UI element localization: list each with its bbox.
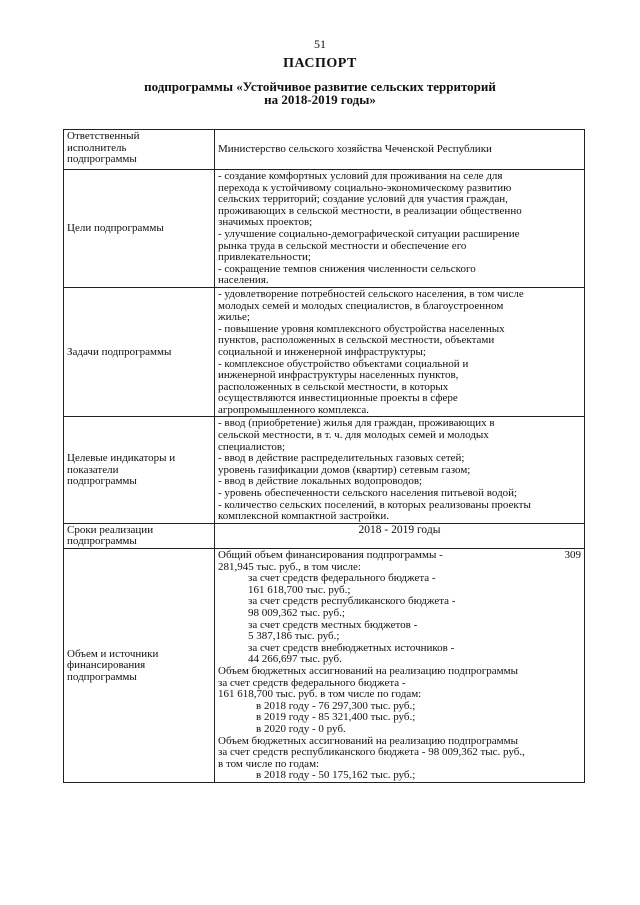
tasks-value	[215, 287, 585, 417]
text-line: агропромышленного комплекса.	[218, 403, 370, 416]
text-line: - комплексное обустройство объектами социальной и	[218, 357, 469, 370]
indicators-label	[64, 417, 215, 523]
label-line: показатели	[67, 463, 119, 476]
subtitle-line: на 2018-2019 годы»	[264, 92, 376, 107]
text-line: - ввод в действие локальных водопроводов;	[218, 475, 423, 488]
terms-value: 2018 - 2019 годы	[215, 523, 585, 548]
text-line: - уровень обеспеченности сельского населения питьевой водой;	[218, 487, 518, 500]
text-line: специалистов;	[218, 440, 286, 453]
financing-line: в том числе по годам:	[218, 757, 320, 770]
document-title: ПАСПОРТ	[283, 56, 357, 71]
label-line: Объем и источники	[67, 647, 159, 660]
executor-label	[64, 130, 215, 170]
financing-line: за счет средств республиканского бюджета - 98 009,362 тыс. руб.,	[218, 746, 525, 759]
text-line: значимых проектов;	[218, 216, 313, 229]
text-line: рынка труда в сельской местности и обеспечение его	[218, 239, 467, 252]
text-line: привлекательности;	[218, 251, 311, 264]
executor-value: Министерство сельского хозяйства Чеченской Республики	[215, 130, 585, 170]
financing-line: 5 387,186 тыс. руб.;	[248, 630, 340, 643]
text-line: перехода к устойчивому социально-экономическому развитию	[218, 181, 512, 194]
financing-line: в 2020 году - 0 руб.	[256, 722, 346, 735]
subtitle-line: подпрограммы «Устойчивое развитие сельских территорий	[144, 79, 496, 94]
text-line: населения.	[218, 274, 269, 287]
text-line: комплексной компактной застройки.	[218, 510, 390, 523]
financing-line: Объем бюджетных ассигнований на реализацию подпрограммы	[218, 664, 518, 677]
text-line: пунктов, расположенных в сельской местности, объектами	[218, 334, 495, 347]
label-line: подпрограммы	[67, 475, 137, 488]
financing-line: за счет средств республиканского бюджета -	[248, 595, 456, 608]
label-line: Задачи подпрограммы	[67, 345, 172, 358]
financing-total-text: Общий объем финансирования подпрограммы -	[218, 549, 443, 561]
financing-line: 44 266,697 тыс. руб.	[248, 653, 342, 666]
text-line: молодых семей и молодых специалистов, в благоустроенном	[218, 299, 504, 312]
financing-line: за счет средств федерального бюджета -	[218, 676, 406, 689]
page-number: 51	[314, 37, 326, 51]
financing-line: Объем бюджетных ассигнований на реализацию подпрограммы	[218, 734, 518, 747]
row-terms	[64, 523, 585, 548]
label-line: Сроки реализации	[67, 523, 154, 536]
text-line: осуществляются инвестиционные проекты в сфере	[218, 392, 458, 405]
financing-line: в 2018 году - 50 175,162 тыс. руб.;	[256, 769, 416, 782]
label-line: подпрограммы	[67, 153, 137, 166]
financing-total-number: 309	[564, 549, 581, 561]
indicators-value	[215, 417, 585, 523]
tasks-label	[64, 287, 215, 417]
row-indicators	[64, 417, 585, 523]
text-line: расположенных в сельской местности, в которых	[218, 380, 449, 393]
text-line: проживающих в сельской местности, в реализации общественно	[218, 204, 522, 217]
financing-line: 281,945 тыс. руб., в том числе:	[218, 560, 361, 573]
goals-value	[215, 170, 585, 288]
terms-label	[64, 523, 215, 548]
financing-lines	[218, 562, 581, 782]
row-financing	[64, 549, 585, 783]
text-line: - удовлетворение потребностей сельского населения, в том числе	[218, 287, 524, 300]
label-line: Целевые индикаторы и	[67, 452, 176, 465]
financing-line: 161 618,700 тыс. руб. в том числе по годам:	[218, 688, 422, 701]
text-line: социальной и инженерной инфраструктуры;	[218, 345, 426, 358]
text-line: сельских территорий; создание условий для участия граждан,	[218, 193, 508, 206]
label-line: исполнитель	[67, 141, 127, 154]
financing-line: в 2018 году - 76 297,300 тыс. руб.;	[256, 699, 416, 712]
financing-line: 161 618,700 тыс. руб.;	[248, 583, 351, 596]
text-line: - улучшение социально-демографической ситуации расширение	[218, 227, 520, 240]
text-line: - ввод (приобретение) жилья для граждан, проживающих в	[218, 417, 495, 430]
text-line: инженерной инфраструктуры населенных пунктов,	[218, 369, 459, 382]
label-line: финансирования	[67, 659, 146, 672]
label-line: Цели подпрограммы	[67, 222, 164, 235]
financing-line: за счет средств местных бюджетов -	[248, 618, 418, 631]
label-line: Ответственный	[67, 130, 140, 142]
document-subtitle	[0, 80, 640, 106]
financing-value	[215, 549, 585, 783]
label-line: подпрограммы	[67, 670, 137, 683]
row-tasks	[64, 287, 585, 417]
text-line: сельской местности, в т. ч. для молодых семей и молодых	[218, 429, 489, 442]
passport-table	[63, 129, 585, 783]
financing-line: за счет средств федерального бюджета -	[248, 572, 436, 585]
row-goals	[64, 170, 585, 288]
text-line: - сокращение темпов снижения численности сельского	[218, 262, 476, 275]
financing-line: в 2019 году - 85 321,400 тыс. руб.;	[256, 711, 416, 724]
financing-line: 98 009,362 тыс. руб.;	[248, 606, 345, 619]
financing-line: за счет средств внебюджетных источников -	[248, 641, 455, 654]
text-line: - ввод в действие распределительных газовых сетей;	[218, 452, 465, 465]
text-line: уровень газификации домов (квартир) сетевым газом;	[218, 463, 471, 476]
row-executor	[64, 130, 585, 170]
text-line: - количество сельских поселений, в которых реализованы проекты	[218, 498, 531, 511]
text-line: жилье;	[218, 311, 250, 324]
financing-label	[64, 549, 215, 783]
text-line: - создание комфортных условий для проживания на селе для	[218, 170, 503, 182]
goals-label	[64, 170, 215, 288]
text-line: - повышение уровня комплексного обустройства населенных	[218, 322, 505, 335]
financing-total-line	[218, 550, 581, 562]
label-line: подпрограммы	[67, 535, 137, 548]
